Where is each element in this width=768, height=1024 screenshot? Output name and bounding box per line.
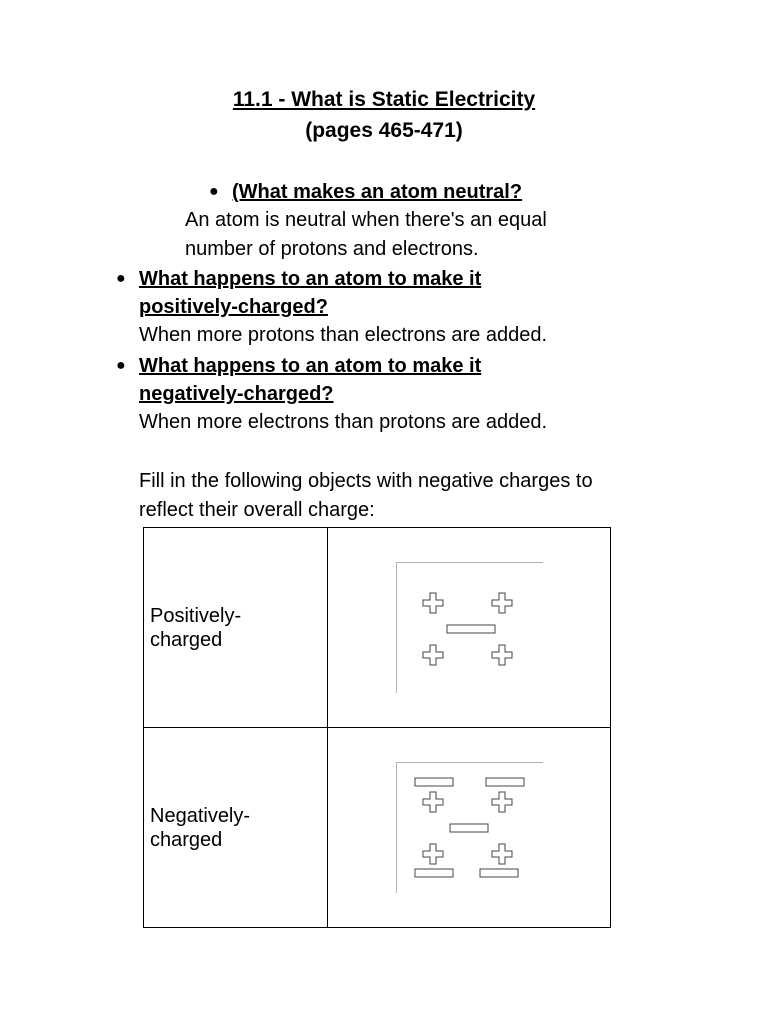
row-label: Negatively- charged — [150, 804, 251, 851]
table-row — [144, 528, 611, 728]
diagram-cell[interactable] — [328, 728, 611, 928]
minus-sign-icon — [486, 778, 524, 786]
plus-sign-icon — [492, 645, 512, 665]
answer-positive: When more protons than electrons are added. — [139, 324, 548, 346]
label-cell — [144, 728, 328, 928]
question-negative-line1: What happens to an atom to make it — [139, 355, 482, 377]
answer-neutral-line2: number of protons and electrons. — [185, 238, 479, 260]
negative-atom-diagram[interactable] — [396, 762, 543, 893]
question-positive-line2: positively-charged? — [139, 296, 328, 318]
plus-sign-icon — [492, 844, 512, 864]
minus-sign-icon — [450, 824, 488, 832]
plus-sign-icon — [492, 792, 512, 812]
minus-sign-icon — [415, 869, 453, 877]
question-positive-line1: What happens to an atom to make it — [139, 268, 482, 290]
row-label: Positively- charged — [150, 604, 242, 651]
answer-negative: When more electrons than protons are added. — [139, 411, 548, 433]
plus-sign-icon — [423, 792, 443, 812]
answer-neutral-line1: An atom is neutral when there's an equal — [185, 209, 547, 231]
charge-table — [143, 527, 611, 928]
instruction-line2: reflect their overall charge: — [139, 499, 375, 521]
bullet-icon: ● — [116, 270, 126, 287]
positive-atom-diagram[interactable] — [396, 562, 543, 693]
question-neutral: (What makes an atom neutral? — [232, 181, 523, 203]
instruction-line1: Fill in the following objects with negative charges to — [139, 470, 593, 492]
minus-sign-icon — [415, 778, 453, 786]
minus-sign-icon — [447, 625, 495, 633]
plus-sign-icon — [423, 645, 443, 665]
minus-sign-icon — [480, 869, 518, 877]
plus-sign-icon — [423, 844, 443, 864]
plus-sign-icon — [492, 593, 512, 613]
bullet-icon: ● — [209, 183, 219, 200]
plus-sign-icon — [423, 593, 443, 613]
bullet-icon: ● — [116, 357, 126, 374]
page-subtitle: (pages 465-471) — [305, 119, 463, 142]
question-negative-line2: negatively-charged? — [139, 383, 334, 405]
table-row — [144, 728, 611, 928]
label-cell — [144, 528, 328, 728]
diagram-cell[interactable] — [328, 528, 611, 728]
page-title: 11.1 - What is Static Electricity — [232, 88, 536, 111]
